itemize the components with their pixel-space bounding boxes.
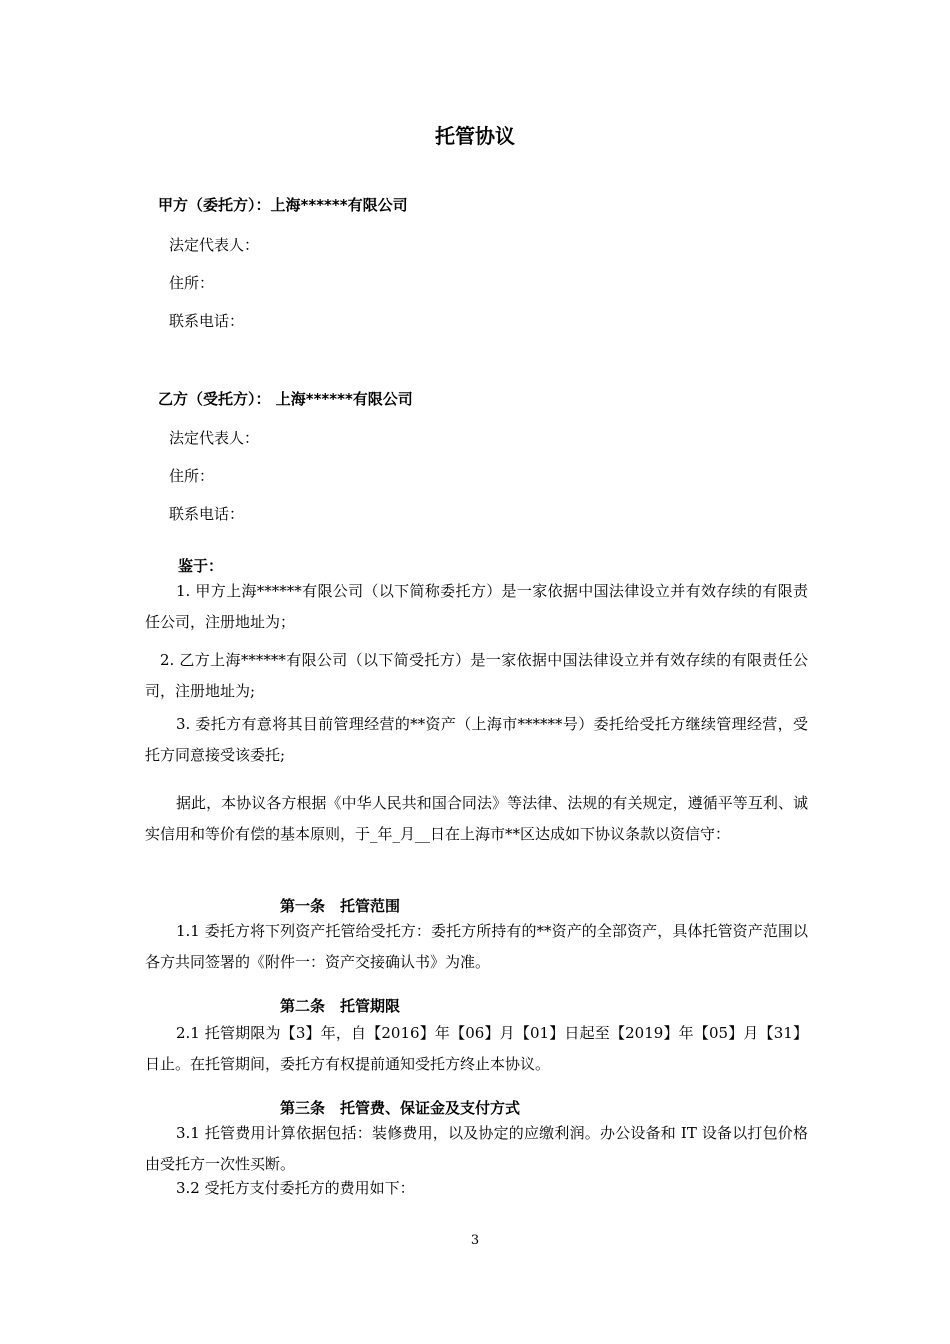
document-title: 托管协议	[435, 124, 515, 148]
party-b-address: 住所：	[169, 467, 215, 485]
article-1-text: 1.1 委托方将下列资产托管给受托方：委托方所持有的**资产的全部资产，具体托管资产范围以各方共同签署的《附件一：资产交接确认书》为准。	[145, 922, 808, 971]
preamble-paragraph: 据此，本协议各方根据《中华人民共和国合同法》等法律、法规的有关规定，遵循平等互利、诚实信用和等价有偿的基本原则，于_年_月__日在上海市**区达成如下协议条款以资信守：	[145, 794, 808, 843]
article-3-text-1: 3.1 托管费用计算依据包括：装修费用，以及协定的应缴利润。办公设备和 IT 设备以打包价格由受托方一次性买断。	[145, 1124, 808, 1173]
whereas-item-3: 3. 委托方有意将其目前管理经营的**资产（上海市******号）委托给受托方继续管理经营，受托方同意接受该委托;	[145, 715, 808, 764]
page-number: 3	[470, 1233, 480, 1248]
article-2-heading: 第二条 托管期限	[280, 997, 401, 1015]
party-b-phone: 联系电话：	[169, 505, 245, 523]
article-2-text: 2.1 托管期限为【3】年，自【2016】年【06】月【01】日起至【2019】年【05】月【31】日止。在托管期间，委托方有权提前通知受托方终止本协议。	[145, 1024, 808, 1073]
whereas-item-2: 2. 乙方上海******有限公司（以下简受托方）是一家依据中国法律设立并有效存续的有限责任公司，注册地址为;	[145, 651, 808, 700]
article-1-heading: 第一条 托管范围	[280, 897, 401, 915]
whereas-item-1: 1. 甲方上海******有限公司（以下简称委托方）是一家依据中国法律设立并有效存续的有限责任公司，注册地址为；	[145, 582, 808, 631]
whereas-heading: 鉴于：	[178, 557, 224, 575]
article-3-heading: 第三条 托管费、保证金及支付方式	[280, 1099, 521, 1117]
party-a-heading: 甲方（委托方）：上海******有限公司	[158, 196, 408, 214]
party-b-representative: 法定代表人：	[169, 429, 260, 447]
article-3-text-2: 3.2 受托方支付委托方的费用如下：	[176, 1179, 415, 1197]
party-a-address: 住所：	[169, 274, 215, 292]
party-a-phone: 联系电话：	[169, 312, 245, 330]
party-b-heading: 乙方（受托方）： 上海******有限公司	[158, 390, 413, 408]
party-a-representative: 法定代表人：	[169, 236, 260, 254]
